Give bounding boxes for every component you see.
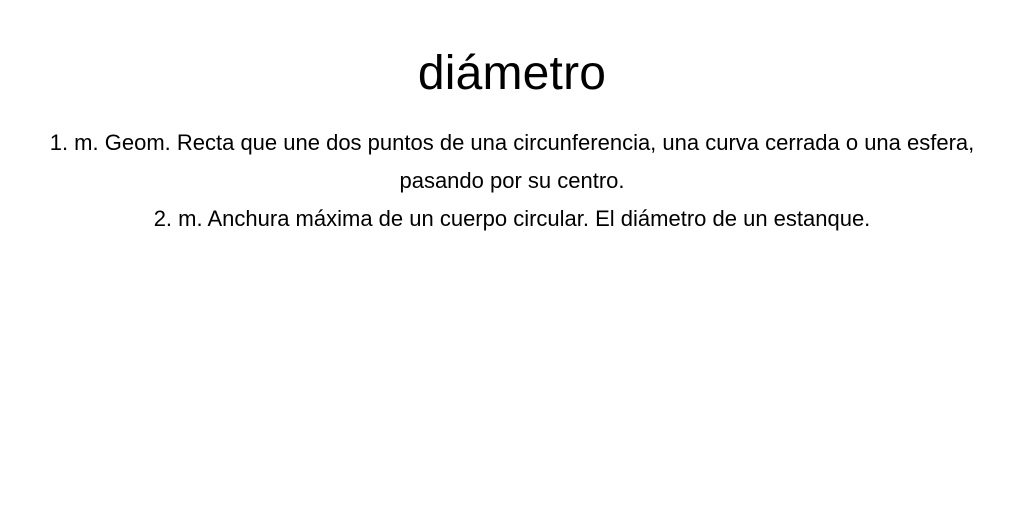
definition-2: 2. m. Anchura máxima de un cuerpo circular. El diámetro de un estanque. [153,206,871,231]
definition-1: 1. m. Geom. Recta que une dos puntos de una circunferencia, una curva cerrada o una esfera, pasando por su centro. [49,130,975,193]
definitions-list [40,124,984,238]
headword-title: diámetro [417,47,607,100]
